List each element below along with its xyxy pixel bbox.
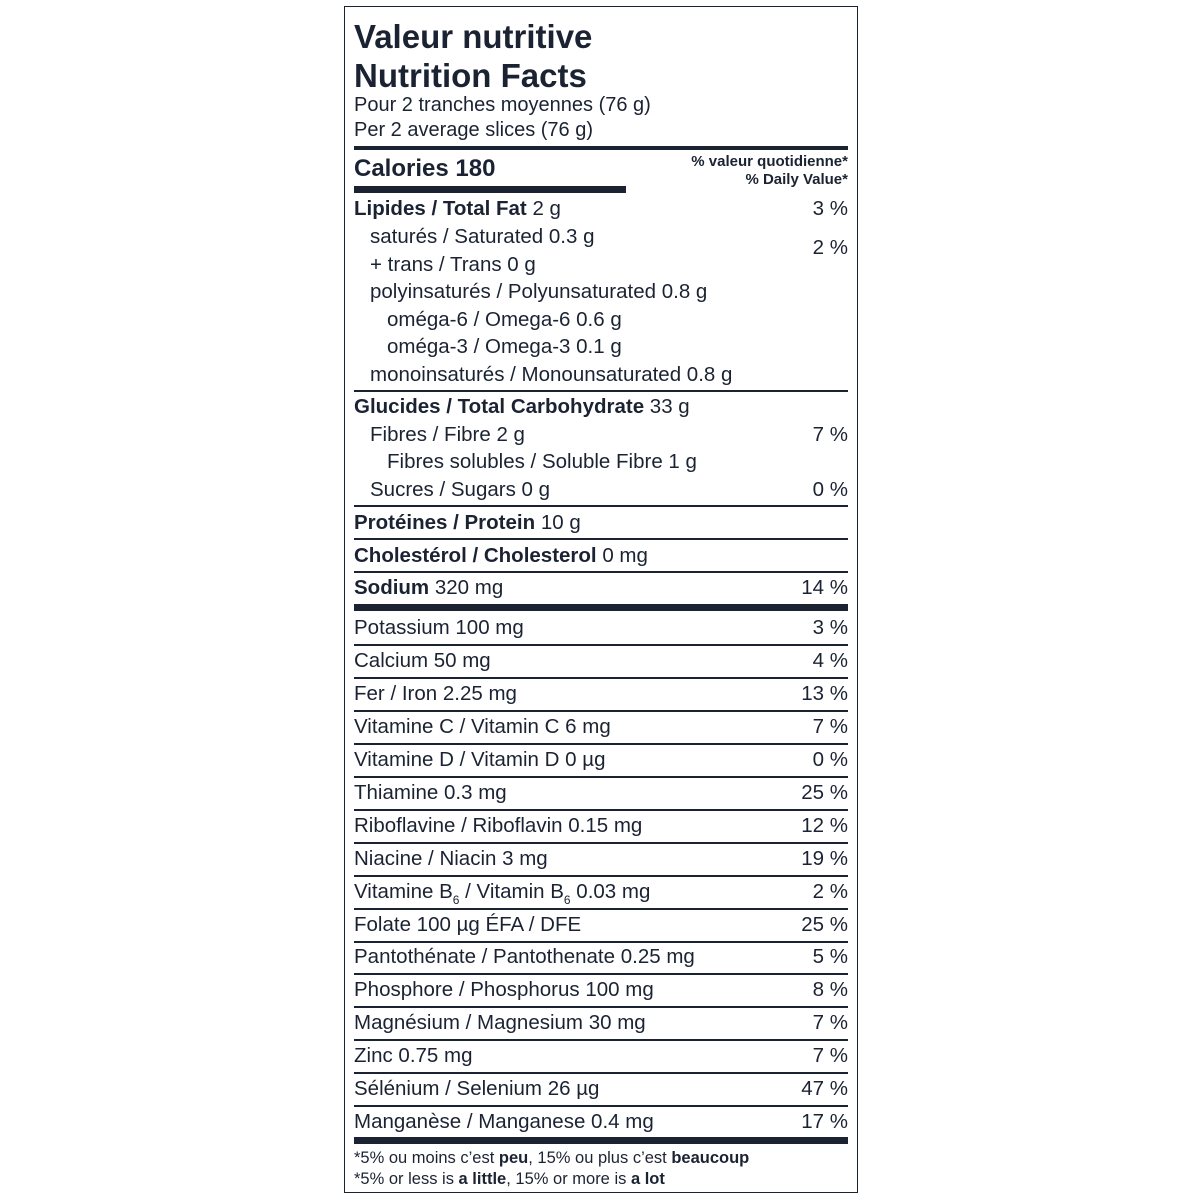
riboflavin-row xyxy=(354,813,848,839)
omega6: oméga-6 / Omega-6 0.6 g xyxy=(387,308,622,331)
calories-underline xyxy=(354,186,626,193)
protein-label: Protéines / Protein xyxy=(354,511,536,534)
pantothenate-row xyxy=(354,944,848,970)
magnesium-row xyxy=(354,1010,848,1036)
total-fat-label: Lipides / Total Fat xyxy=(354,197,527,220)
sat-trans-dv: 2 % xyxy=(812,236,848,259)
divider xyxy=(354,908,848,910)
vitamin-c-row xyxy=(354,714,848,740)
saturated-fat: saturés / Saturated 0.3 g xyxy=(370,225,595,248)
divider xyxy=(354,941,848,943)
monounsaturated: monoinsaturés / Monounsaturated 0.8 g xyxy=(370,363,733,386)
cholesterol-label: Cholestérol / Cholesterol xyxy=(354,544,597,567)
niacin: Niacine / Niacin 3 mg xyxy=(354,847,548,870)
serving-size-english: Per 2 average slices (76 g) xyxy=(354,119,594,141)
carbohydrate-row xyxy=(354,394,848,420)
iron-row xyxy=(354,681,848,707)
riboflavin: Riboflavine / Riboflavin 0.15 mg xyxy=(354,814,643,837)
monounsaturated-row xyxy=(354,362,848,388)
divider xyxy=(354,1006,848,1008)
carbohydrate-amount: 33 g xyxy=(644,395,690,418)
label-content xyxy=(354,7,848,1192)
footnote-english xyxy=(354,1169,665,1190)
zinc: Zinc 0.75 mg xyxy=(354,1044,473,1067)
omega6-row xyxy=(354,307,848,333)
polyunsaturated-row xyxy=(354,279,848,305)
niacin-dv: 19 % xyxy=(801,847,848,870)
thiamine-row xyxy=(354,780,848,806)
daily-value-header-english: % Daily Value* xyxy=(745,171,848,188)
protein-amount: 10 g xyxy=(535,511,581,534)
divider xyxy=(354,538,848,540)
thiamine-dv: 25 % xyxy=(801,781,848,804)
omega3: oméga-3 / Omega-3 0.1 g xyxy=(387,335,622,358)
pantothenate-dv: 5 % xyxy=(812,945,848,968)
calcium: Calcium 50 mg xyxy=(354,649,491,672)
total-fat-amount: 2 g xyxy=(526,197,561,220)
divider xyxy=(354,743,848,745)
omega3-row xyxy=(354,334,848,360)
potassium-row xyxy=(354,615,848,641)
total-fat-dv: 3 % xyxy=(812,197,848,220)
footnote-french xyxy=(354,1148,749,1169)
phosphorus-dv: 8 % xyxy=(812,978,848,1001)
thick-divider xyxy=(354,604,848,611)
divider xyxy=(354,505,848,507)
fibre-row xyxy=(354,422,848,448)
footnote-fr-peu: peu xyxy=(498,1149,529,1167)
sugars: Sucres / Sugars 0 g xyxy=(370,478,551,501)
divider xyxy=(354,1105,848,1107)
footnote-en-little: a little xyxy=(458,1170,507,1188)
cholesterol-row xyxy=(354,543,848,569)
vitamin-b6-sub-fr: 6 xyxy=(452,893,460,907)
footnote-fr-part2: , 15% ou plus c’est xyxy=(528,1149,672,1167)
vitamin-b6-amount: 0.03 mg xyxy=(570,880,651,903)
selenium: Sélénium / Selenium 26 µg xyxy=(354,1077,600,1100)
title-french: Valeur nutritive xyxy=(354,18,593,55)
footnote-fr-part1: *5% ou moins c’est xyxy=(354,1149,499,1167)
total-fat-row xyxy=(354,196,848,222)
thick-divider xyxy=(354,1137,848,1144)
selenium-row xyxy=(354,1076,848,1102)
protein-row xyxy=(354,510,848,536)
fibre: Fibres / Fibre 2 g xyxy=(370,423,525,446)
divider xyxy=(354,390,848,392)
calcium-row xyxy=(354,648,848,674)
soluble-fibre-row xyxy=(354,449,848,475)
thiamine: Thiamine 0.3 mg xyxy=(354,781,507,804)
divider xyxy=(354,146,848,150)
divider xyxy=(354,571,848,573)
riboflavin-dv: 12 % xyxy=(801,814,848,837)
potassium-dv: 3 % xyxy=(812,616,848,639)
divider xyxy=(354,644,848,646)
vitamin-b6-dv: 2 % xyxy=(812,880,848,903)
footnote-fr-beaucoup: beaucoup xyxy=(671,1149,750,1167)
zinc-row xyxy=(354,1043,848,1069)
sugars-row xyxy=(354,477,848,503)
sodium-amount: 320 mg xyxy=(429,576,504,599)
vitamin-d: Vitamine D / Vitamin D 0 µg xyxy=(354,748,606,771)
folate-dv: 25 % xyxy=(801,913,848,936)
manganese-row xyxy=(354,1109,848,1135)
iron: Fer / Iron 2.25 mg xyxy=(354,682,517,705)
phosphorus-row xyxy=(354,977,848,1003)
vitamin-b6-fr: Vitamine B xyxy=(354,880,453,903)
title-english: Nutrition Facts xyxy=(354,57,587,94)
vitamin-d-row xyxy=(354,747,848,773)
vitamin-b6 xyxy=(354,879,650,905)
sodium-dv: 14 % xyxy=(801,576,848,599)
daily-value-header-french: % valeur quotidienne* xyxy=(691,153,848,170)
vitamin-b6-sub-en: 6 xyxy=(563,893,571,907)
divider xyxy=(354,842,848,844)
footnote-en-lot: a lot xyxy=(630,1170,665,1188)
divider xyxy=(354,973,848,975)
vitamin-b6-row xyxy=(354,879,848,905)
folate-row xyxy=(354,912,848,938)
magnesium: Magnésium / Magnesium 30 mg xyxy=(354,1011,646,1034)
footnote-en-part1: *5% or less is xyxy=(354,1170,459,1188)
divider xyxy=(354,1039,848,1041)
calories: Calories 180 xyxy=(354,155,496,182)
vitamin-b6-en: / Vitamin B xyxy=(459,880,564,903)
pantothenate: Pantothénate / Pantothenate 0.25 mg xyxy=(354,945,695,968)
vitamin-c-dv: 7 % xyxy=(812,715,848,738)
calcium-dv: 4 % xyxy=(812,649,848,672)
divider xyxy=(354,809,848,811)
zinc-dv: 7 % xyxy=(812,1044,848,1067)
divider xyxy=(354,710,848,712)
folate: Folate 100 µg ÉFA / DFE xyxy=(354,913,582,936)
cholesterol-amount: 0 mg xyxy=(596,544,648,567)
soluble-fibre: Fibres solubles / Soluble Fibre 1 g xyxy=(387,450,697,473)
divider xyxy=(354,776,848,778)
footnote-en-part2: , 15% or more is xyxy=(506,1170,631,1188)
polyunsaturated: polyinsaturés / Polyunsaturated 0.8 g xyxy=(370,280,708,303)
divider xyxy=(354,677,848,679)
serving-size-french: Pour 2 tranches moyennes (76 g) xyxy=(354,94,651,116)
sodium-label: Sodium xyxy=(354,576,430,599)
magnesium-dv: 7 % xyxy=(812,1011,848,1034)
carbohydrate-label: Glucides / Total Carbohydrate xyxy=(354,395,645,418)
trans-fat-row xyxy=(354,252,848,278)
trans-fat: + trans / Trans 0 g xyxy=(370,253,536,276)
manganese: Manganèse / Manganese 0.4 mg xyxy=(354,1110,654,1133)
vitamin-c: Vitamine C / Vitamin C 6 mg xyxy=(354,715,611,738)
divider xyxy=(354,875,848,877)
niacin-row xyxy=(354,846,848,872)
nutrition-facts-label xyxy=(344,6,858,1193)
vitamin-d-dv: 0 % xyxy=(812,748,848,771)
fibre-dv: 7 % xyxy=(812,423,848,446)
divider xyxy=(354,1072,848,1074)
phosphorus: Phosphore / Phosphorus 100 mg xyxy=(354,978,654,1001)
iron-dv: 13 % xyxy=(801,682,848,705)
sugars-dv: 0 % xyxy=(812,478,848,501)
selenium-dv: 47 % xyxy=(801,1077,848,1100)
potassium: Potassium 100 mg xyxy=(354,616,524,639)
sodium-row xyxy=(354,575,848,601)
manganese-dv: 17 % xyxy=(801,1110,848,1133)
